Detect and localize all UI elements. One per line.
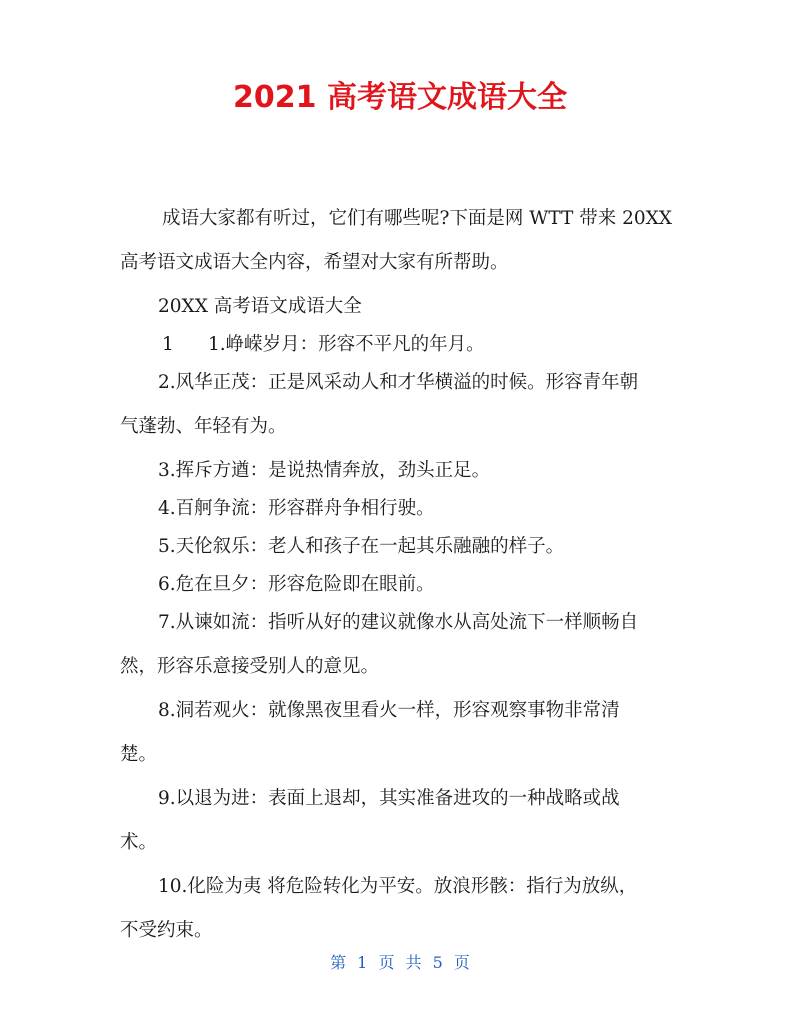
intro-line-1: 成语大家都有听过，它们有哪些呢?下面是网 WTT 带来 20XX	[162, 208, 672, 229]
list-item-3: 3.挥斥方遒：是说热情奔放，劲头正足。	[158, 460, 491, 481]
intro-line-2: 高考语文成语大全内容，希望对大家有所帮助。	[120, 252, 509, 273]
list-item-2-cont: 气蓬勃、年轻有为。	[120, 416, 287, 437]
list-item-1	[120, 326, 680, 364]
list-item-7: 7.从谏如流：指听从好的建议就像水从高处流下一样顺畅自	[158, 612, 639, 633]
list-item-8: 8.洞若观火：就像黑夜里看火一样，形容观察事物非常清	[158, 700, 620, 721]
list-item-9: 9.以退为进：表面上退却，其实准备进攻的一种战略或战	[158, 788, 620, 809]
list-item-2: 2.风华正茂：正是风采动人和才华横溢的时候。形容青年朝	[158, 372, 639, 393]
list-item-7-cont: 然，形容乐意接受别人的意见。	[120, 656, 380, 677]
list-item-8-cont: 楚。	[120, 744, 158, 765]
page-number-footer: 第 1 页 共 5 页	[330, 953, 470, 972]
document-body	[120, 200, 680, 956]
item-1-marker: 1	[162, 334, 174, 355]
list-item-9-cont: 术。	[120, 832, 158, 853]
list-item-6: 6.危在旦夕：形容危险即在眼前。	[158, 574, 435, 595]
list-item-10: 10.化险为夷 将危险转化为平安。放浪形骸：指行为放纵，	[158, 876, 638, 897]
item-1-text: 1.峥嵘岁月：形容不平凡的年月。	[208, 334, 485, 355]
list-item-4: 4.百舸争流：形容群舟争相行驶。	[158, 498, 435, 519]
subheading: 20XX 高考语文成语大全	[158, 296, 362, 317]
document-title: 2021 高考语文成语大全	[233, 80, 567, 115]
list-item-10-cont: 不受约束。	[120, 920, 213, 941]
list-item-5: 5.天伦叙乐：老人和孩子在一起其乐融融的样子。	[158, 536, 565, 557]
